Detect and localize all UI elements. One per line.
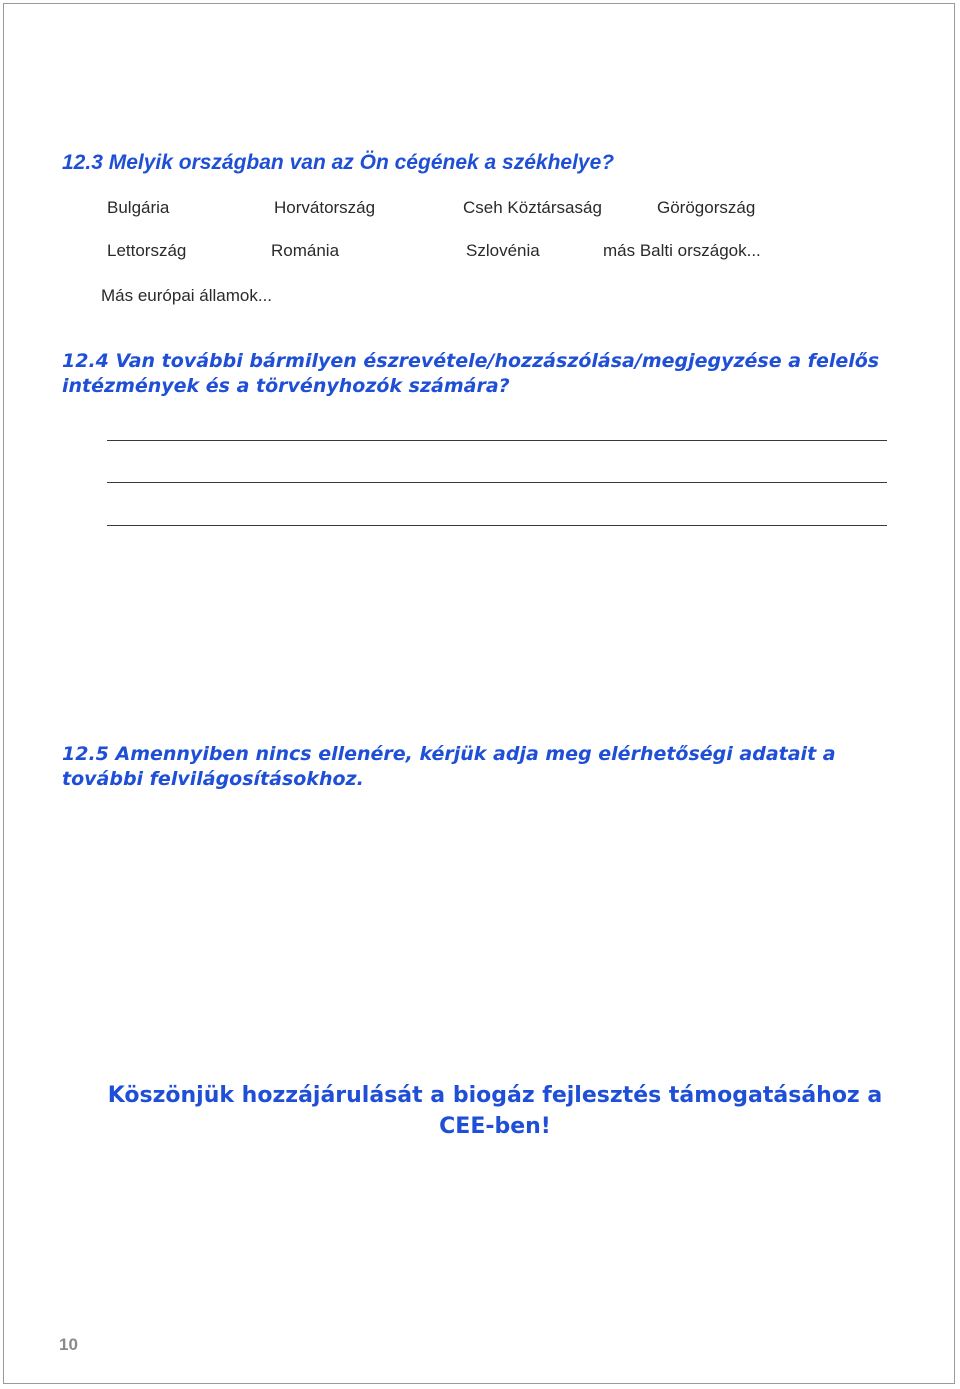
- thank-you-message: Köszönjük hozzájárulását a biogáz fejlesztés támogatásához a CEE-ben!: [107, 1083, 883, 1139]
- answer-line-3[interactable]: [107, 525, 887, 526]
- option-croatia[interactable]: Horvátország: [274, 198, 376, 217]
- answer-line-1[interactable]: [107, 440, 887, 441]
- option-other-european[interactable]: Más európai államok...: [101, 286, 273, 305]
- answer-line-2[interactable]: [107, 482, 887, 483]
- option-czech-republic[interactable]: Cseh Köztársaság: [463, 198, 602, 217]
- option-slovenia[interactable]: Szlovénia: [466, 241, 540, 260]
- option-latvia[interactable]: Lettország: [107, 241, 187, 260]
- question-12-5-title: 12.5 Amennyiben nincs ellenére, kérjük adja meg elérhetőségi adatait a további felvilágosításokhoz.: [62, 743, 836, 790]
- page-number: 10: [59, 1335, 78, 1354]
- option-other-baltic[interactable]: más Balti országok...: [603, 241, 761, 260]
- option-bulgaria[interactable]: Bulgária: [107, 198, 170, 217]
- question-12-4-title: 12.4 Van további bármilyen észrevétele/hozzászólása/megjegyzése a felelős intézmények és a törvényhozók számára?: [62, 350, 880, 397]
- question-12-3-title: 12.3 Melyik országban van az Ön cégének a székhelye?: [62, 151, 615, 174]
- option-romania[interactable]: Románia: [271, 241, 340, 260]
- option-greece[interactable]: Görögország: [657, 198, 756, 217]
